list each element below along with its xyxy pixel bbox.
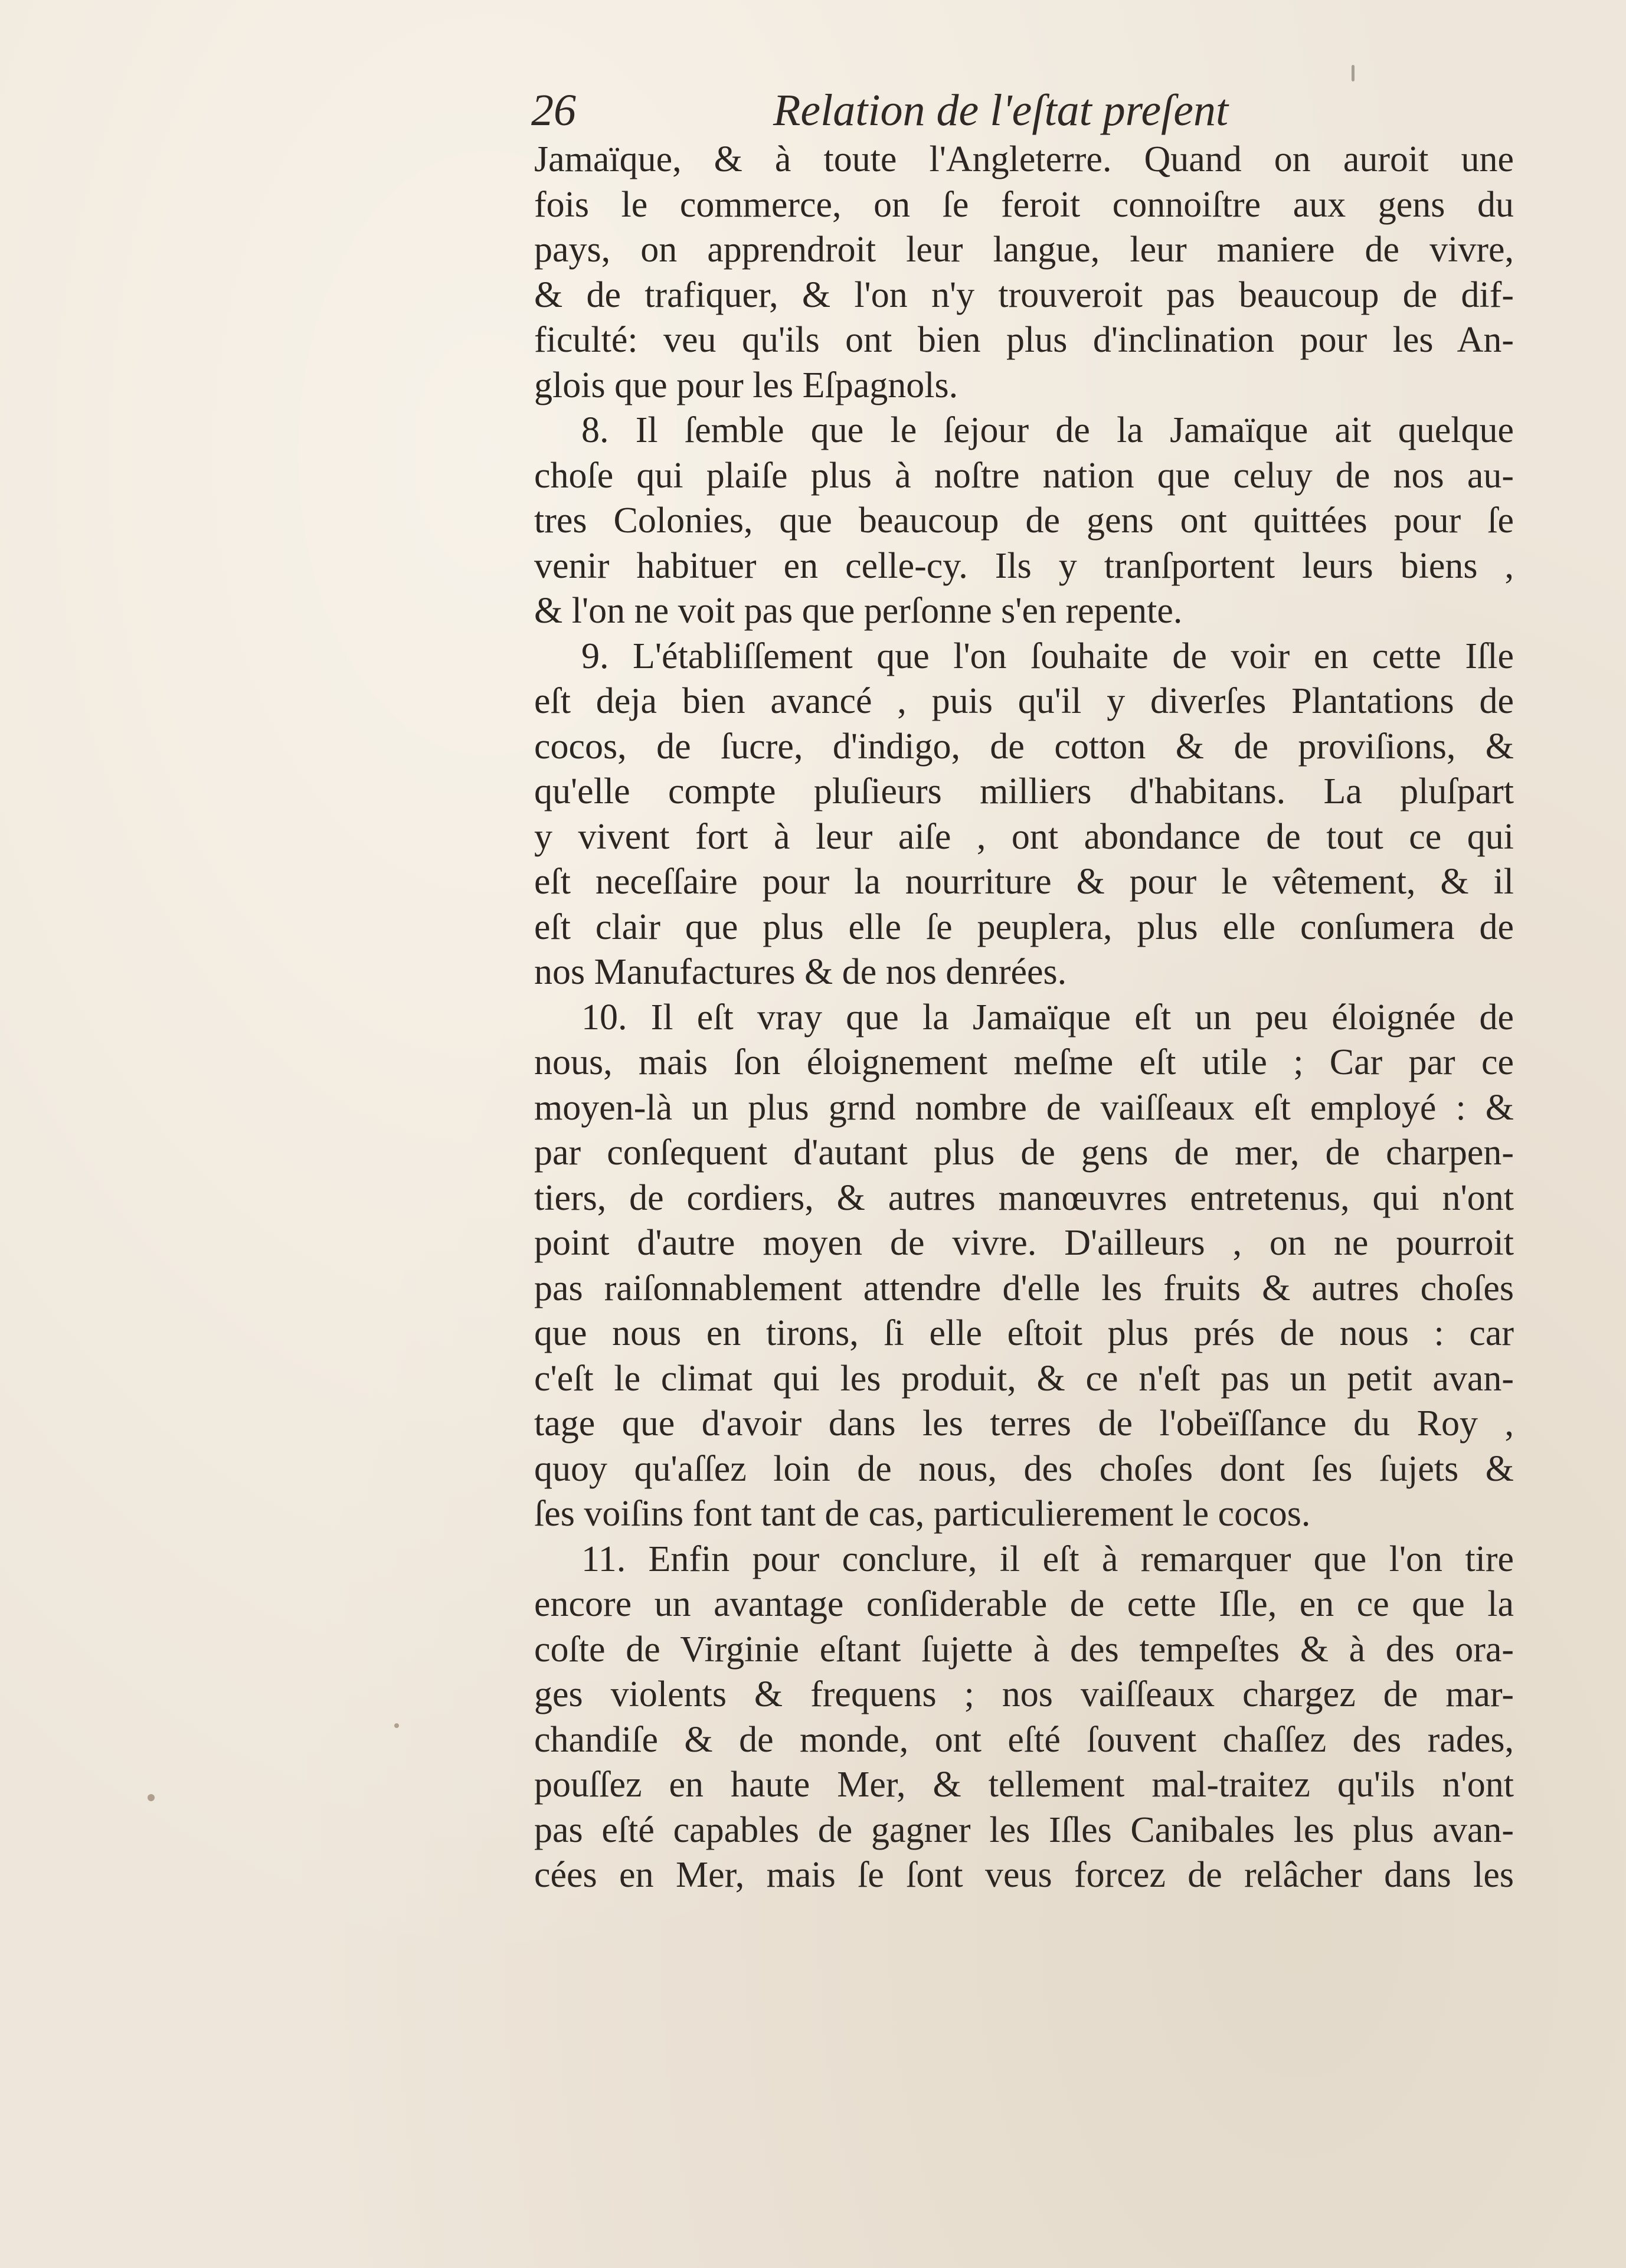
text-line: que nous en tirons, ſi elle eſtoit plus prés de nous : car — [534, 1313, 1514, 1353]
text-line: pays, on apprendroit leur langue, leur maniere de vivre, — [534, 230, 1514, 270]
text-line: & l'on ne voit pas que perſonne s'en repente. — [534, 591, 1183, 631]
text-line: eſt neceſſaire pour la nourriture & pour le vêtement, & il — [534, 862, 1514, 902]
text-line: ges violents & frequens ; nos vaiſſeaux chargez de mar- — [534, 1674, 1514, 1714]
text-line: venir habituer en celle-cy. Ils y tranſportent leurs biens , — [534, 545, 1514, 586]
ink-spot — [394, 1723, 399, 1728]
page-number: 26 — [531, 86, 576, 135]
text-line: ſes voiſins font tant de cas, particulierement le cocos. — [534, 1494, 1311, 1534]
text-line: cées en Mer, mais ſe ſont veus forcez de relâcher dans les — [534, 1855, 1514, 1895]
text-line: point d'autre moyen de vivre. D'ailleurs , on ne pourroit — [534, 1223, 1514, 1263]
text-line: c'eſt le climat qui les produit, & ce n'eſt pas un petit avan- — [534, 1358, 1514, 1399]
text-line: par conſequent d'autant plus de gens de mer, de charpen- — [534, 1133, 1514, 1173]
ink-spot — [148, 1794, 155, 1801]
ink-spot — [1352, 65, 1355, 81]
text-line: eſt clair que plus elle ſe peuplera, plus elle conſumera de — [534, 906, 1514, 947]
text-line: cocos, de ſucre, d'indigo, de cotton & de proviſions, & — [534, 726, 1514, 767]
text-line: & de trafiquer, & l'on n'y trouveroit pas beaucoup de dif- — [534, 274, 1514, 315]
text-line: pas eſté capables de gagner les Iſles Canibales les plus avan- — [534, 1809, 1514, 1850]
text-line: Jamaïque, & à toute l'Angleterre. Quand on auroit une — [534, 139, 1514, 179]
text-line: pas raiſonnablement attendre d'elle les fruits & autres choſes — [534, 1268, 1514, 1308]
text-line: tres Colonies, que beaucoup de gens ont quittées pour ſe — [534, 500, 1514, 541]
body-text — [534, 137, 1514, 1898]
running-head — [531, 84, 1263, 137]
text-line: pouſſez en haute Mer, & tellement mal-traitez qu'ils n'ont — [534, 1765, 1514, 1805]
text-line: glois que pour les Eſpagnols. — [534, 365, 958, 405]
text-line: nos Manufactures & de nos denrées. — [534, 952, 1067, 992]
text-line: 10. Il eſt vray que la Jamaïque eſt un peu éloignée de — [581, 997, 1514, 1038]
text-line: y vivent fort à leur aiſe , ont abondance de tout ce qui — [534, 816, 1514, 857]
text-line: qu'elle compte pluſieurs milliers d'habitans. La pluſpart — [534, 771, 1514, 811]
text-line: encore un avantage conſiderable de cette Iſle, en ce que la — [534, 1584, 1514, 1624]
text-line: 11. Enfin pour conclure, il eſt à remarquer que l'on tire — [581, 1539, 1514, 1579]
text-line: eſt deja bien avancé , puis qu'il y diverſes Plantations de — [534, 681, 1514, 721]
running-title: Relation de l'eſtat preſent — [773, 86, 1229, 135]
text-line: choſe qui plaiſe plus à noſtre nation que celuy de nos au- — [534, 455, 1514, 496]
text-line: 9. L'établiſſement que l'on ſouhaite de voir en cette Iſle — [581, 636, 1514, 676]
text-line: nous, mais ſon éloignement meſme eſt utile ; Car par ce — [534, 1042, 1514, 1082]
text-line: ficulté: veu qu'ils ont bien plus d'inclination pour les An- — [534, 320, 1514, 360]
text-line: tiers, de cordiers, & autres manœuvres entretenus, qui n'ont — [534, 1177, 1514, 1218]
text-line: coſte de Virginie eſtant ſujette à des tempeſtes & à des ora- — [534, 1629, 1514, 1670]
text-line: moyen-là un plus grnd nombre de vaiſſeaux eſt employé : & — [534, 1087, 1514, 1128]
text-line: tage que d'avoir dans les terres de l'obeïſſance du Roy , — [534, 1403, 1514, 1444]
text-line: 8. Il ſemble que le ſejour de la Jamaïque ait quelque — [581, 410, 1514, 450]
text-line: chandiſe & de monde, ont eſté ſouvent chaſſez des rades, — [534, 1719, 1514, 1760]
text-line: quoy qu'aſſez loin de nous, des choſes dont ſes ſujets & — [534, 1448, 1514, 1489]
text-line: fois le commerce, on ſe feroit connoiſtre aux gens du — [534, 184, 1514, 225]
